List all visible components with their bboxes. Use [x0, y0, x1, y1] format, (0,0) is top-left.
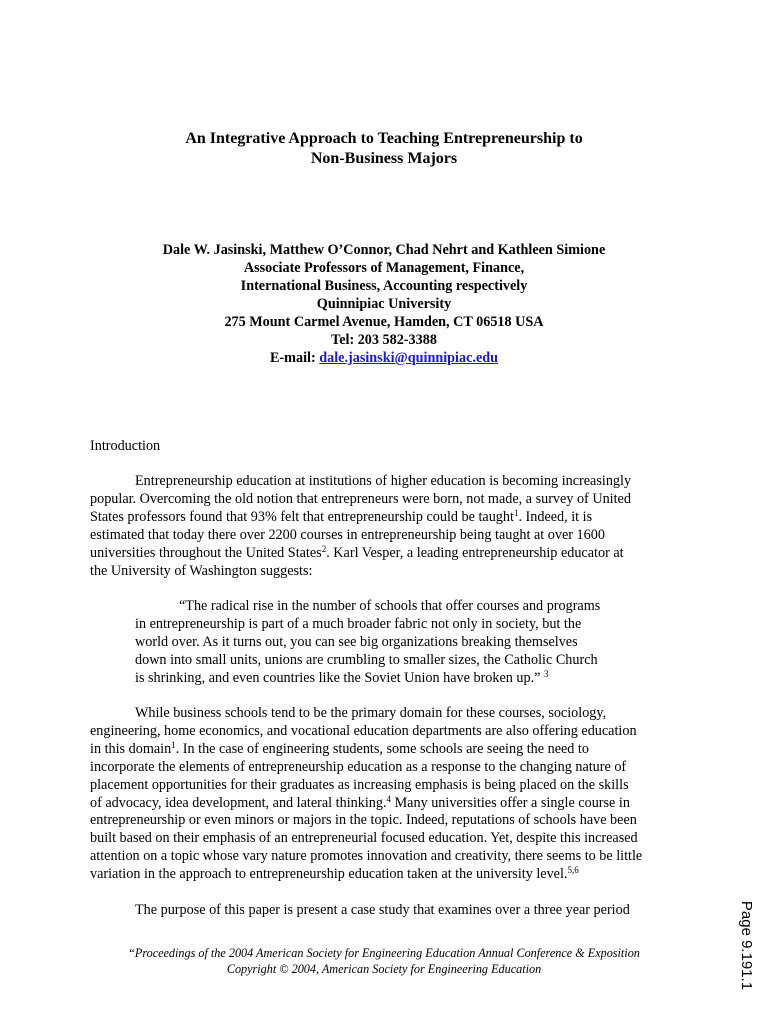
footer-line-1: “Proceedings of the 2004 American Society for Engineering Education Annual Conference & Exposition: [128, 946, 640, 960]
text-run: States professors found that 93% felt that entrepreneurship could be taught: [90, 508, 514, 525]
quote-line: world over. As it turns out, you can see big organizations breaking themselves: [135, 633, 578, 650]
text-run: . Indeed, it is: [518, 508, 593, 525]
text-run: is shrinking, and even countries like the Soviet Union have broken up.”: [135, 669, 541, 686]
footnote-ref: 5,6: [567, 865, 579, 876]
quote-line: [135, 670, 655, 688]
paragraph-line: entrepreneurship or even minors or majors in the topic. Indeed, reputations of schools have been: [90, 812, 637, 829]
title-line-1: An Integrative Approach to Teaching Entrepreneurship to: [185, 130, 583, 147]
paragraph-line: [90, 545, 690, 563]
author-university: Quinnipiac University: [316, 296, 452, 312]
footnote-ref: 4: [386, 793, 392, 804]
footnote-ref: 2: [321, 543, 327, 554]
email-label: E-mail:: [269, 350, 316, 366]
paragraph-line: Entrepreneurship education at institutions of higher education is becoming increasingly: [135, 473, 632, 489]
paper-title: [0, 129, 768, 169]
text-run: in this domain: [90, 740, 172, 757]
author-address: 275 Mount Carmel Avenue, Hamden, CT 06518 USA: [224, 314, 544, 330]
text-run: variation in the approach to entrepreneurship education taken at the university level.: [90, 866, 568, 883]
author-email-row: [0, 349, 768, 367]
paragraph-line: [90, 741, 690, 759]
paragraph-line: the University of Washington suggests:: [90, 562, 313, 579]
paragraph-line: popular. Overcoming the old notion that entrepreneurs were born, not made, a survey of United: [90, 490, 631, 507]
text-run: of advocacy, idea development, and lateral thinking.: [90, 794, 387, 811]
proceedings-footer: [0, 945, 768, 977]
paragraph-line: While business schools tend to be the primary domain for these courses, sociology,: [135, 705, 607, 721]
author-position-2: International Business, Accounting respectively: [240, 278, 528, 294]
section-heading-introduction: Introduction: [90, 438, 161, 454]
title-line-2: Non-Business Majors: [310, 150, 458, 167]
author-position-1: Associate Professors of Management, Finance,: [243, 260, 525, 276]
footnote-ref: 1: [171, 739, 176, 750]
author-block: [0, 241, 768, 367]
footnote-ref: 1: [513, 507, 519, 518]
page-number-text: Page 9.191.1: [738, 900, 756, 990]
text-run: . In the case of engineering students, some schools are seeing the need to: [175, 740, 589, 757]
paragraph-1: [90, 473, 690, 580]
quote-line: down into small units, unions are crumbling to smaller sizes, the Catholic Church: [135, 651, 598, 668]
paragraph-line: attention on a topic whose vary nature promotes innovation and creativity, there seems to be little: [90, 848, 643, 865]
paragraph-line: estimated that today there over 2200 courses in entrepreneurship being taught at over 1600: [90, 526, 605, 543]
text-run: Many universities offer a single course in: [391, 794, 630, 811]
text-run: . Karl Vesper, a leading entrepreneurship educator at: [326, 544, 624, 561]
email-link[interactable]: dale.jasinski@quinnipiac.edu: [319, 350, 499, 366]
block-quote: [135, 598, 655, 688]
author-phone: Tel: 203 582-3388: [331, 332, 437, 348]
quote-line: in entrepreneurship is part of a much broader fabric not only in society, but the: [135, 615, 582, 632]
author-names: Dale W. Jasinski, Matthew O’Connor, Chad Nehrt and Kathleen Simione: [162, 242, 606, 258]
paragraph-line: engineering, home economics, and vocational education departments are also offering education: [90, 722, 637, 739]
footer-line-2: Copyright © 2004, American Society for Engineering Education: [226, 962, 542, 976]
paragraph-line: [90, 795, 690, 813]
paragraph-line: built based on their emphasis of an entrepreneurial focused education. Yet, despite this increased: [90, 830, 638, 847]
quote-line: “The radical rise in the number of schools that offer courses and programs: [179, 598, 601, 614]
page-number: [732, 897, 762, 993]
text-run: universities throughout the United States: [90, 544, 322, 561]
paragraph-line: incorporate the elements of entrepreneurship education as a response to the changing nature of: [90, 758, 627, 775]
paragraph-3: [90, 902, 690, 920]
paragraph-line: [90, 866, 690, 884]
paragraph-line: The purpose of this paper is present a case study that examines over a three year period: [135, 902, 630, 918]
paragraph-line: [90, 509, 690, 527]
paragraph-line: placement opportunities for their graduates as increasing emphasis is being placed on the skills: [90, 776, 629, 793]
paragraph-2: [90, 705, 690, 884]
footnote-ref: 3: [544, 668, 549, 679]
